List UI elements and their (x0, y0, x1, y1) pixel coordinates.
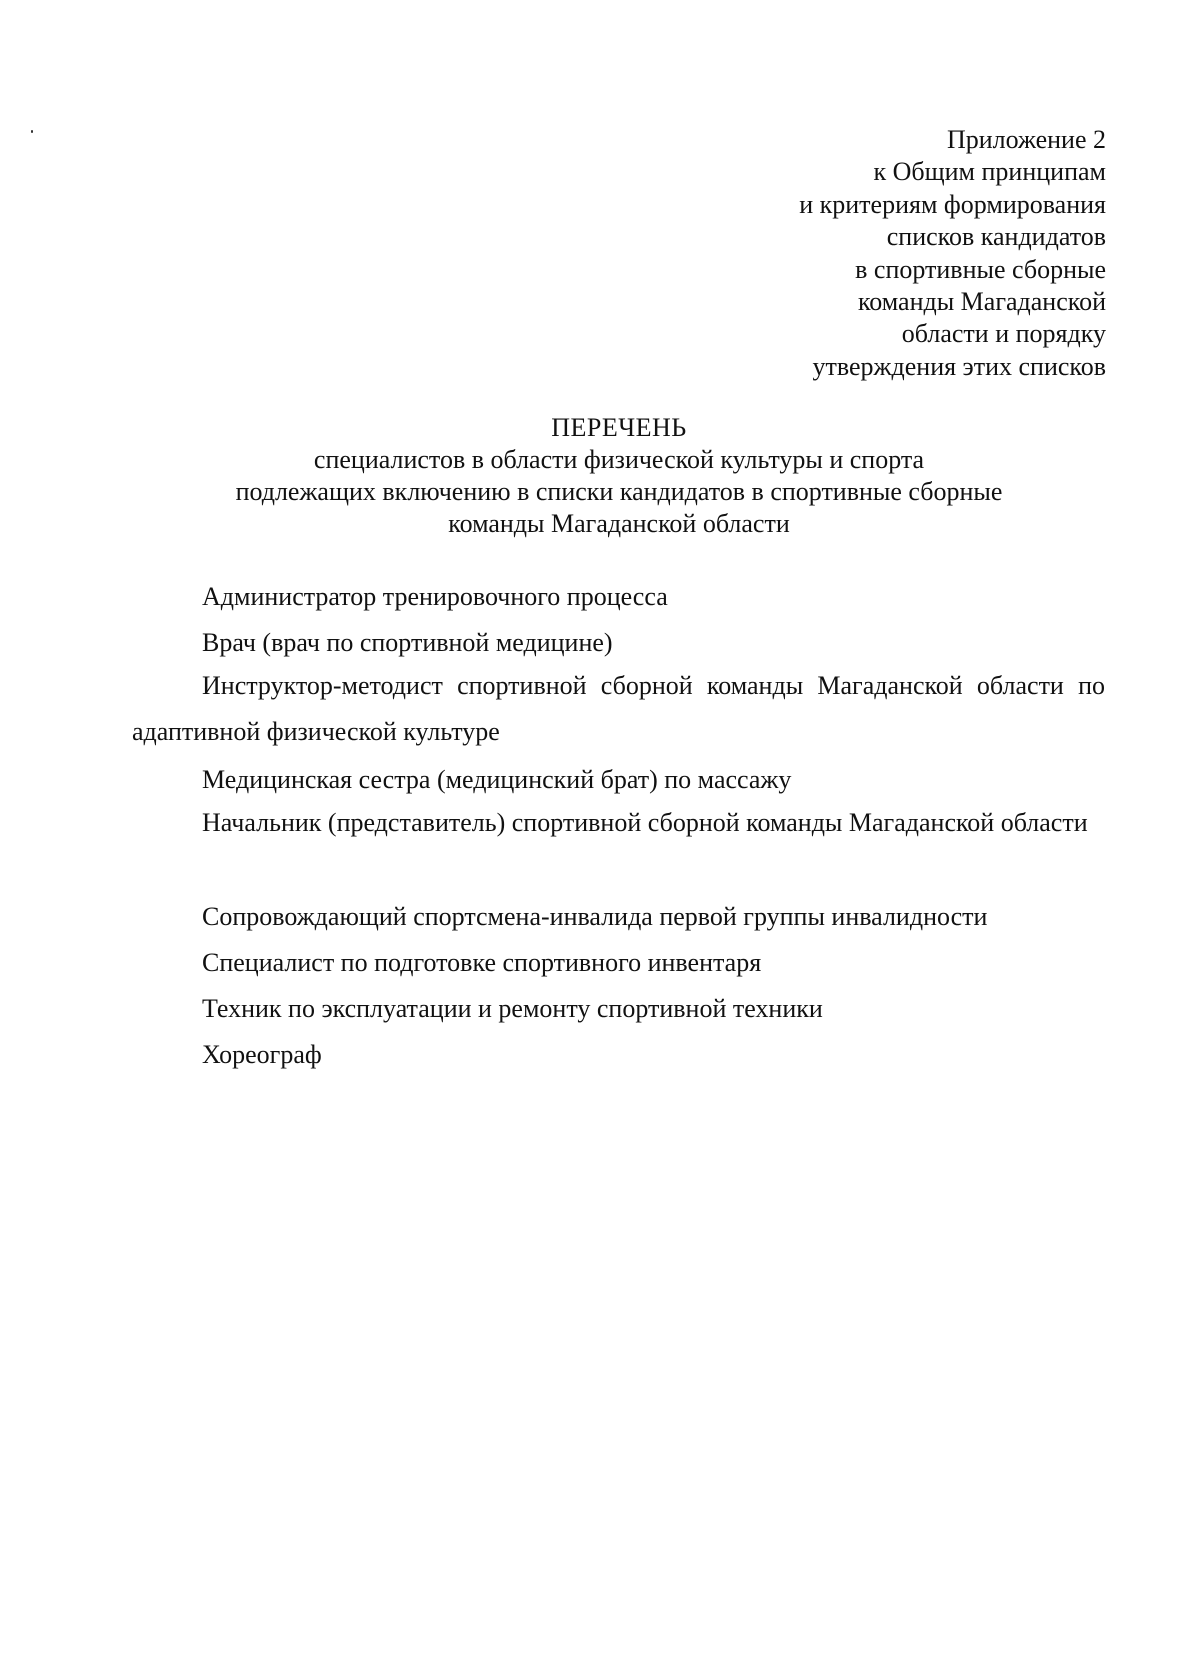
scan-speck (31, 130, 33, 133)
appendix-line: к Общим принципам (873, 157, 1106, 187)
document-title: ПЕРЕЧЕНЬ (551, 413, 687, 442)
appendix-line: и критериям формирования (799, 189, 1106, 219)
list-item: Начальник (представитель) спортивной сборной команды Магаданской области (202, 808, 1088, 837)
list-item: Хореограф (202, 1040, 322, 1069)
list-item: Техник по эксплуатации и ремонту спортивной техники (202, 994, 823, 1023)
appendix-block (406, 124, 1106, 383)
document-subtitle-line: специалистов в области физической культуры и спорта (313, 445, 925, 474)
appendix-line: утверждения этих списков (812, 351, 1106, 381)
appendix-line: в спортивные сборные (855, 254, 1106, 284)
list-item: Медицинская сестра (медицинский брат) по массажу (202, 765, 792, 794)
list-item: Врач (врач по спортивной медицине) (202, 628, 613, 657)
list-item: Специалист по подготовке спортивного инвентаря (202, 948, 762, 977)
appendix-line: списков кандидатов (886, 222, 1106, 252)
list-item: Инструктор-методист спортивной сборной команды Магаданской области по адаптивной физической культуре (132, 671, 1105, 746)
appendix-line: команды Магаданской (857, 287, 1106, 317)
document-heading (140, 412, 1098, 540)
document-subtitle-line: команды Магаданской области (448, 509, 790, 538)
appendix-line: области и порядку (901, 319, 1106, 349)
list-item: Сопровождающий спортсмена-инвалида первой группы инвалидности (202, 902, 988, 931)
appendix-line: Приложение 2 (946, 125, 1106, 154)
list-item: Администратор тренировочного процесса (202, 582, 668, 611)
document-subtitle-line: подлежащих включению в списки кандидатов в спортивные сборные (235, 477, 1003, 506)
